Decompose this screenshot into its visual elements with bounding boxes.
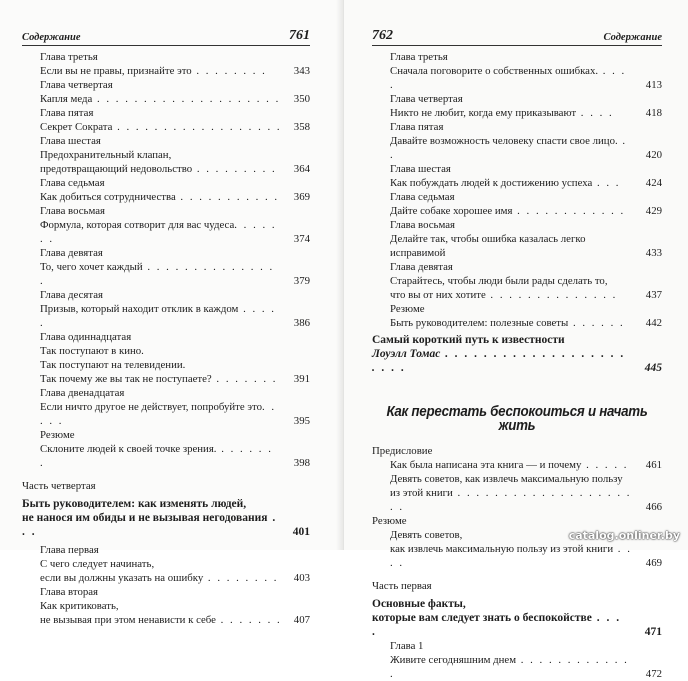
toc-entry-line: Старайтесь, чтобы люди были рады сделать то, [390,275,608,287]
section-title: Самый короткий путь к известности [372,334,565,346]
toc-entry-line: Так поступают на телевидении. [40,359,186,371]
toc-entry: Как побуждать людей к достижению успеха . . . 424 [390,177,662,189]
toc-entry: не вызывая при этом ненависти к себе . . . . . . . 407 [40,614,310,626]
toc-entry-line: Девять советов, [390,529,463,541]
toc-entry: что вы от них хотите . . . . . . . . . . . . . . 437 [390,289,662,301]
right-page-header [372,26,662,46]
book-title: Как перестать беспокоиться и начать жить [386,404,648,434]
chapter-label: Глава третья [390,51,448,63]
left-page-header [22,26,310,46]
running-head: Содержание [22,32,81,43]
toc-entry: Живите сегодняшним днем . . . . . . . . . . . . . 472 [390,654,662,680]
toc-entry: если вы должны указать на ошибку . . . . . . . . 403 [40,572,310,584]
toc-entry: Секрет Сократа . . . . . . . . . . . . . . . . . . 358 [40,121,310,133]
toc-entry: Если вы не правы, признайте это . . . . . . . . 343 [40,65,310,77]
part-title: Быть руководителем: как изменять людей, не нанося им обиды и не вызывая негодования . . . 401 [22,498,310,538]
left-page [0,0,344,626]
chapter-label: Глава девятая [390,261,453,273]
header-rule [372,45,662,46]
left-toc [22,50,310,627]
chapter-label: Глава пятая [40,107,94,119]
part-label: Часть первая [372,580,432,592]
toc-entry: Дайте собаке хорошее имя . . . . . . . . . . . . 429 [390,205,662,217]
part-label: Часть четвертая [22,480,96,492]
summary-label: Резюме [390,303,425,315]
chapter-label: Глава девятая [40,247,103,259]
toc-entry-line: Как критиковать, [40,600,119,612]
toc-entry: Быть руководителем: полезные советы . . . . . . 442 [390,317,662,329]
toc-entry: Если ничто другое не действует, попробуйте это. . . . . 395 [40,401,310,427]
right-toc [372,50,662,681]
chapter-label: Глава вторая [40,586,99,598]
toc-entry: То, чего хочет каждый . . . . . . . . . . . . . . . 379 [40,261,310,287]
toc-entry: Как добиться сотрудничества . . . . . . . . . . . 369 [40,191,310,203]
chapter-label: Глава седьмая [390,191,455,203]
chapter-label: Глава четвертая [40,79,113,91]
part-title: Основные факты, которые вам следует знать о беспокойстве . . . . 471 [372,598,662,638]
summary-label: Резюме [40,429,75,441]
toc-entry: Сначала поговорите о собственных ошибках. . . . . 413 [390,65,662,91]
chapter-label: Глава третья [40,51,98,63]
page-number: 761 [289,28,310,43]
toc-entry: Так почему же вы так не поступаете? . . . . . . . 391 [40,373,310,385]
toc-entry: Призыв, который находит отклик в каждом . . . . . 386 [40,303,310,329]
toc-entry: Капля меда . . . . . . . . . . . . . . . . . . . . 350 [40,93,310,105]
toc-entry: Делайте так, чтобы ошибка казалась легко исправимой 433 [390,233,662,259]
toc-entry: Никто не любит, когда ему приказывают . . . . 418 [390,107,662,119]
chapter-label: Глава одиннадцатая [40,331,132,343]
toc-entry-line: Предохранительный клапан, [40,149,172,161]
chapter-label: Глава первая [40,544,99,556]
right-page [344,0,688,680]
chapter-label: Глава восьмая [390,219,455,231]
toc-entry: Как была написана эта книга — и почему . . . . . 461 [390,459,662,471]
chapter-label: Глава седьмая [40,177,105,189]
author-entry: Лоуэлл Томас . . . . . . . . . . . . . . . . . . . . . . . 445 [372,348,662,374]
page-number: 762 [372,28,393,43]
header-rule [22,45,310,46]
running-head: Содержание [603,32,662,43]
toc-entry: Давайте возможность человеку спасти свое лицо. . . 420 [390,135,662,161]
summary-label: Резюме [372,515,407,527]
site-watermark: catalog.onliner.by [568,529,680,542]
chapter-label: Глава четвертая [390,93,463,105]
chapter-label: Глава 1 [390,640,424,652]
chapter-label: Глава шестая [40,135,101,147]
toc-entry-line: С чего следует начинать, [40,558,155,570]
preface-label: Предисловие [372,445,433,457]
toc-entry-line: Так поступают в кино. [40,345,144,357]
chapter-label: Глава десятая [40,289,103,301]
toc-entry: предотвращающий недовольство . . . . . . . . . 364 [40,163,310,175]
toc-entry: Склоните людей к своей точке зрения. . . . . . . . 398 [40,443,310,469]
toc-entry: из этой книги . . . . . . . . . . . . . . . . . . . . . 466 [390,487,662,513]
chapter-label: Глава шестая [390,163,451,175]
toc-entry-line: Девять советов, как извлечь максимальную пользу [390,473,623,485]
chapter-label: Глава двенадцатая [40,387,125,399]
toc-entry: как извлечь максимальную пользу из этой книги . . . . 469 [390,543,662,569]
chapter-label: Глава пятая [390,121,444,133]
toc-entry: Формула, которая сотворит для вас чудеса. . . . . . . 374 [40,219,310,245]
chapter-label: Глава восьмая [40,205,105,217]
